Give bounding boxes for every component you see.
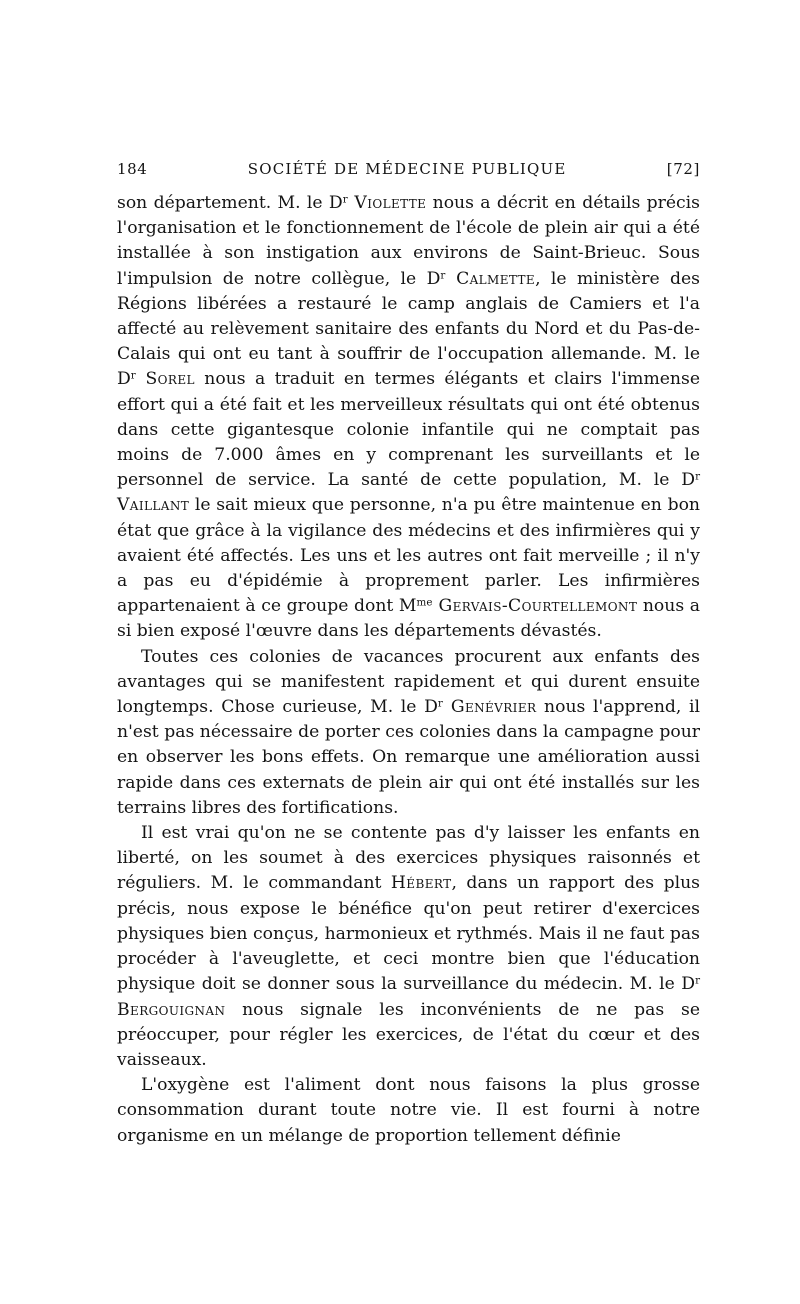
- proper-name: Vaillant: [117, 495, 190, 516]
- text-run: , le ministère des Régions libérées a restauré le camp anglais de Camiers et l'a affecté au relèvement sanitaire des enfants du Nord et du Pas-de-Calais qui ont eu tant à souffrir de l'occupation allemande. M. le D: [117, 268, 700, 390]
- text-run: nous a traduit en termes élégants et clairs l'immense effort qui a été fait et les merveilleux résultats qui ont été obtenus dans cette gigantesque colonie infantile qui ne comptait pas moins de 7.000 âmes en y comprenant les surveillants et le personnel de service. La santé de cette population, M. le D: [117, 369, 700, 491]
- text-run: , dans un rapport des plus précis, nous expose le bénéfice qu'on peut retirer d'exercices physiques bien conçus, harmonieux et rythmés. Mais il ne faut pas procéder à l'aveuglette, et ceci montre bien que l'éducation physique doit se donner sous la surveillance du médecin. M. le D: [117, 873, 700, 995]
- proper-name: Bergouignan: [117, 999, 226, 1020]
- superscript: r: [695, 470, 700, 483]
- superscript: r: [695, 974, 700, 987]
- body-text: [117, 191, 700, 1149]
- page-signature: [72]: [666, 160, 700, 178]
- text-run: L'oxygène est l'aliment dont nous faisons la plus grosse consommation durant toute notre vie. Il est fourni à notre organisme en un mélange de proportion tellement définie: [117, 1075, 700, 1146]
- proper-name: Gervais-Courtellemont: [432, 596, 638, 617]
- proper-name: Hébert: [390, 873, 452, 894]
- running-head: [117, 157, 700, 187]
- page-number: 184: [117, 160, 148, 178]
- text-run: nous a décrit en détails précis l'organisation et le fonctionnement de l'école de plein air qui a été installée à son instigation aux environs de Saint-Brieuc. Sous l'impulsion de notre collègue, le D: [117, 193, 700, 289]
- paragraph: [117, 1073, 700, 1149]
- proper-name: Sorel: [135, 369, 195, 390]
- proper-name: Violette: [347, 193, 427, 213]
- book-page: [117, 157, 700, 1149]
- text-run: nous l'apprend, il n'est pas nécessaire de porter ces colonies dans la campagne pour en observer les bons effets. On remarque une amélioration aussi rapide dans ces externats de plein air qui ont été installés sur les terrains libres des fortifications.: [117, 697, 700, 818]
- superscript: r: [130, 369, 136, 382]
- proper-name: Calmette: [445, 268, 536, 289]
- paragraph: [117, 191, 700, 645]
- text-run: Il est vrai qu'on ne se contente pas d'y laisser les enfants en liberté, on les soumet à des exercices physiques raisonnés et réguliers. M. le commandant: [117, 823, 700, 894]
- text-run: nous a si bien exposé l'œuvre dans les départements dévastés.: [117, 596, 701, 642]
- text-run: le sait mieux que personne, n'a pu être maintenue en bon état que grâce à la vigilance des médecins et des infirmières qui y avaient été affectés. Les uns et les autres ont fait merveille ; il n'y a pas eu d'épidémie à proprement parler. Les infirmières appartenaient à ce groupe dont M: [117, 495, 700, 617]
- superscript: r: [437, 697, 443, 710]
- superscript: r: [440, 268, 446, 281]
- text-run: son département. M. le D: [117, 193, 343, 213]
- text-run: Toutes ces colonies de vacances procurent aux enfants des avantages qui se manifestent rapidement et qui durent ensuite longtemps. Chose curieuse, M. le D: [117, 646, 700, 718]
- running-title: SOCIÉTÉ DE MÉDECINE PUBLIQUE: [247, 160, 567, 178]
- paragraph: [117, 645, 700, 821]
- proper-name: Genévrier: [442, 697, 537, 718]
- paragraph: [117, 821, 700, 1073]
- superscript: me: [416, 596, 433, 609]
- text-run: nous signale les inconvénients de ne pas se préoccuper, pour régler les exercices, de l'état du cœur et des vaisseaux.: [117, 999, 700, 1070]
- superscript: r: [342, 193, 348, 206]
